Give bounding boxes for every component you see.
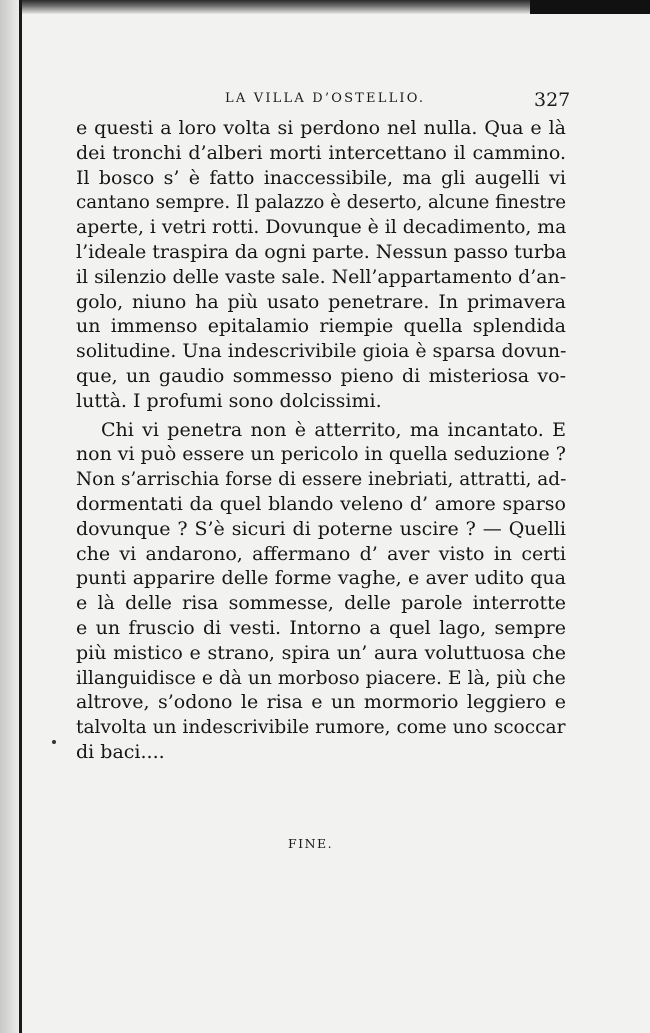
text-line: e questi a loro volta si perdono nel nulla. Qua e là [76,117,566,139]
text-line: dei tronchi d’alberi morti intercettano il cammino. [76,141,566,164]
text-line: di baci.... [76,740,165,763]
text-line: l’ideale traspira da ogni parte. Nessun passo turba [76,240,567,263]
running-head [0,91,650,115]
text-line: dovunque ? S’è sicuri di poterne uscire ? — Quelli [76,517,566,540]
text-line: il silenzio delle vaste sale. Nell’appartamento d’an- [76,265,567,288]
text-line: golo, niuno ha più usato penetrare. In primavera [76,290,566,313]
text-line: talvolta un indescrivibile rumore, come uno scoccar [76,716,566,739]
text-line: che vi andarono, affermano d’ aver visto in certi [76,542,566,565]
text-line: que, un gaudio sommesso pieno di misteriosa vo- [76,364,566,387]
margin-mark [52,740,56,744]
page-number: 327 [534,89,571,111]
text-line: aperte, i vetri rotti. Dovunque è il decadimento, ma [76,216,567,239]
running-head-title: LA VILLA D’OSTELLIO. [225,91,426,106]
scan-top-corner [530,0,650,14]
binding-edge [19,0,22,1033]
text-line: e un fruscio di vesti. Intorno a quel lago, sempre [76,616,566,639]
text-line: Il bosco s’ è fatto inaccessibile, ma gli augelli vi [76,166,566,189]
text-line: cantano sempre. Il palazzo è deserto, alcune finestre [76,191,567,214]
paragraph [76,418,566,765]
text-line: luttà. I profumi sono dolcissimi. [76,389,382,412]
text-line: Non s’arrischia forse di essere inebriati, attratti, ad- [76,468,567,491]
text-line: un immenso epitalamio riempie quella splendida [76,315,566,338]
text-line: altrove, s’odono le risa e un mormorio leggiero e [76,691,566,714]
paragraph [76,116,566,414]
text-line: e là delle risa sommesse, delle parole interrotte [76,592,566,615]
text-line: Chi vi penetra non è atterrito, ma incantato. E [101,418,566,441]
end-mark: FINE. [288,836,334,851]
text-line: illanguidisce e dà un morboso piacere. E là, più che [76,666,566,689]
text-line: punti apparire delle forme vaghe, e aver udito qua [76,567,566,590]
text-line: solitudine. Una indescrivibile gioia è sparsa dovun- [76,340,567,363]
text-line: più mistico e strano, spira un’ aura voluttuosa che [76,641,566,664]
text-line: dormentati da quel blando veleno d’ amore sparso [76,492,566,515]
text-line: non vi può essere un pericolo in quella seduzione ? [76,443,566,466]
text-body [76,116,566,765]
